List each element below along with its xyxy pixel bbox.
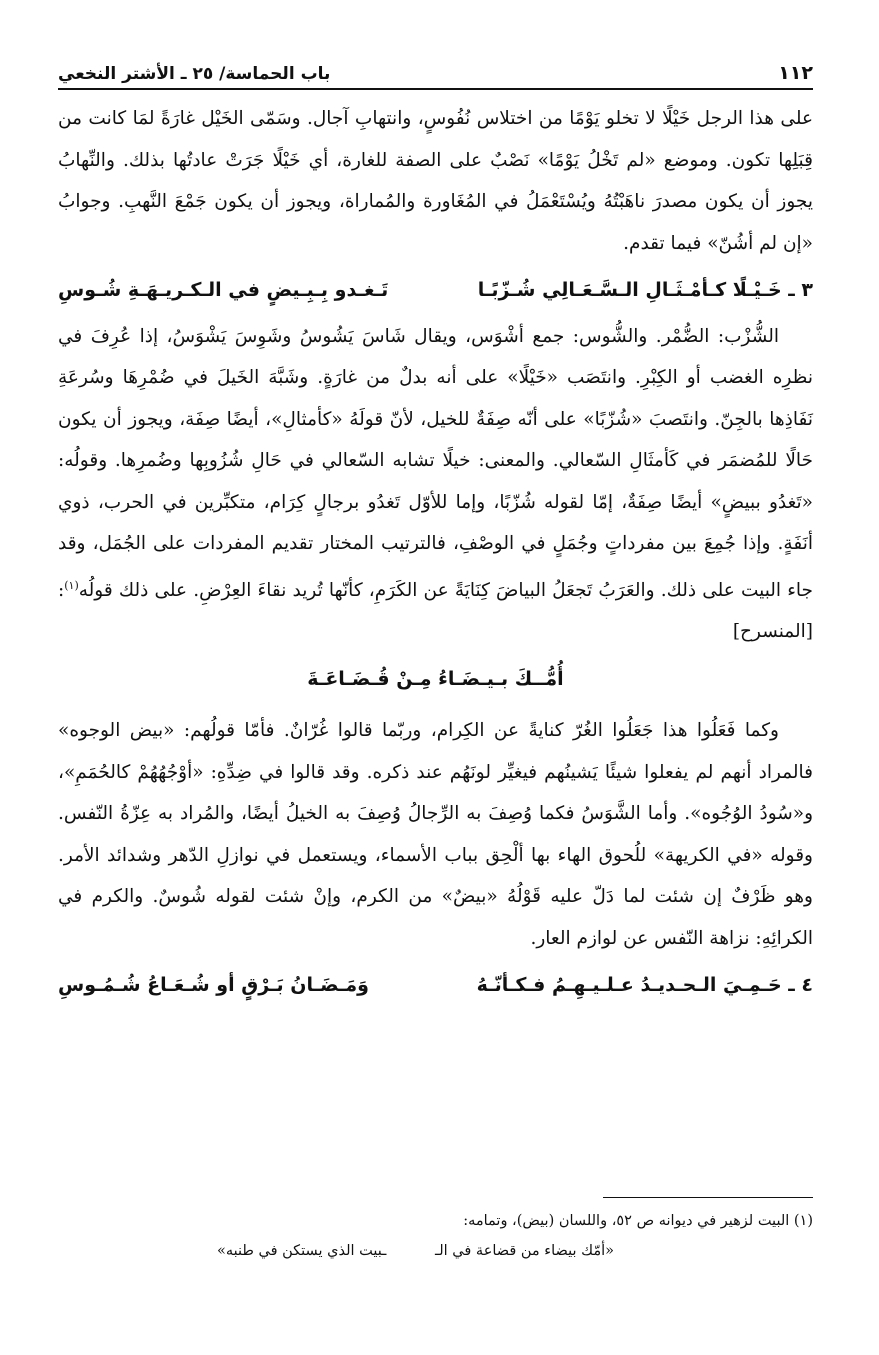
paragraph-3: وكما فَعَلُوا هذا جَعَلُوا الغُرّ كنايةً عن الكِرام، وربّما قالوا غُرّانٌ. فأمّا قولُهم: «بيض الوجوه» فالمراد أنهم لم يفعلوا شيئًا يَشينُهم فيغيِّر لونَهُم عند ذكره. وقد قالوا في ضِدِّهِ: «أوْجُهُهُمْ كالحُمَمِ»، و«سُودُ الوُجُوه». وأما الشَّوَسُ فكما وُصِفَ به الرِّجالُ وُصِفَ به الخيلُ أيضًا، والمُراد به عِزّةُ النّفس. وقوله «في الكريهة» للُحوق الهاء بها ألْحِق بباب الأسماء، ويستعمل في نوازلِ الدّهر وشدائد الأمر. وهو ظَرْفٌ إن شئت لما دَلّ عليه قَوْلُهُ «بيضٌ» من الكرم، وإنْ شئت لقوله شُوسٌ. والكرم في الكرائِهِ: نزاهة النّفس عن لوازم العار. [58, 720, 813, 949]
footnote-verse-first: «أمّك بيضاء من قضاعة في الـ [435, 1243, 615, 1259]
footnote-reference: (١) [64, 578, 79, 592]
footnote-divider [603, 1197, 813, 1198]
footnote-text: (١) البيت لزهير في ديوانه ص ٥٢، واللسان (بيض)، وتمامه: [463, 1213, 813, 1229]
footnote-verse-second: ـبيت الذي يستكن في طنبه» [216, 1243, 387, 1259]
paragraph-2 [58, 316, 813, 653]
footnote [58, 1206, 813, 1266]
verse-3-first-hemistich: ٣ ـ خَـيْـلًا كـأمْـثَـالِ الـسَّـعَـالِي شُـزّبًـا [477, 279, 813, 301]
paragraph-1: على هذا الرجل خَيْلًا لا تخلو يَوْمًا من اختلاس نُفُوسٍ، وانتهابِ آجال. وسَمّى الخَيْل غارَةً لمَا كانت من قِبَلِها تكون. وموضع «لم تَخْلُ يَوْمًا» نَصْبٌ على الصفة للغارة، أي خَيْلًا جَرَتْ عادتُها بذلك. والنِّهابُ يجوز أن يكون مصدرَ ناهَبْتُهُ ويُسْتَعْمَلُ في المُغَاورة والمُماراة، ويجوز أن يكون جَمْعَ النَّهبِ. وجوابُ «إن لم أشُنّ» فيما تقدم. [58, 108, 813, 254]
verse-3 [58, 270, 813, 312]
verse-4-first-hemistich: ٤ ـ حَـمِـيَ الـحـديـدُ عـلـيـهِـمُ فـكـأنّـهُ [476, 974, 813, 997]
verse-4 [58, 965, 813, 1007]
paragraph-2-text: الشُّزْب: الضُّمْر. والشُّوس: جمع أشْوَس، ويقال شَاسَ يَشُوسُ وشَوِسَ يَشْوَسُ، إذا عُرِفَ في نظرِه الغضب أو الكِبْرِ. وانتَصَب «خَيْلًا» على أنه بدلٌ من غارَةٍ. وشَبَّهَ الخَيلَ في ضُمْرِهَا وسُرعَةِ نَفَاذِها بالجِنّ. وانتَصبَ «شُزّبًا» على أنّه صِفَةٌ للخيل، لأنّ قولَهُ «كأمثالِ»، أيضًا صِفَة، ويجوز أن يكون حَالًا للمُضمَر في كَأمثَالِ السّعالي. والمعنى: خيلًا تشابه السّعالي في حَالِ شُزُوبِها وضُمرِها. وقولُه: «تَغدُو ببيضٍ» أيضًا صِفَةٌ، إمّا لقوله شُزّبًا، وإما للأوّل تَغدُو برجالٍ كِرَام، متكبِّرين في الحرب، ذوي أنَفَةٍ. وإذا جُمِعَ بين مفرداتٍ وجُمَلٍ في الوصْفِ، فالترتيب المختار تقديم المفردات على الجُمَل، وقد جاء البيت على ذلك. والعَرَبُ تَجعَلُ البياضَ كِنَايَةً عن الكَرَمِ، كأنّها تُريد نقاءَ العِرْضِ. على ذلك قولُه [58, 325, 813, 601]
main-text [58, 98, 813, 1011]
verse-3-second-hemistich: تَـغـدو بِـبِـيضٍ في الـكـريـهَـةِ شُـوسِ [58, 279, 389, 301]
footnote-verse [58, 1236, 813, 1266]
running-title: باب الحماسة/ ٢٥ ـ الأشتر النخعي [58, 64, 331, 84]
meter-label: : [المنسرح] [58, 579, 813, 643]
verse-4-second-hemistich: وَمَـضَـانُ بَـرْقٍ أو شُـعَـاعُ شُـمُـوسِ [58, 974, 369, 997]
page-number: ١١٢ [778, 62, 813, 84]
quoted-hemistich: أُمُّــكَ بـيـضَـاءُ مِـنْ قُـضَـاعَـةَ [307, 667, 564, 690]
page-header [58, 46, 813, 90]
